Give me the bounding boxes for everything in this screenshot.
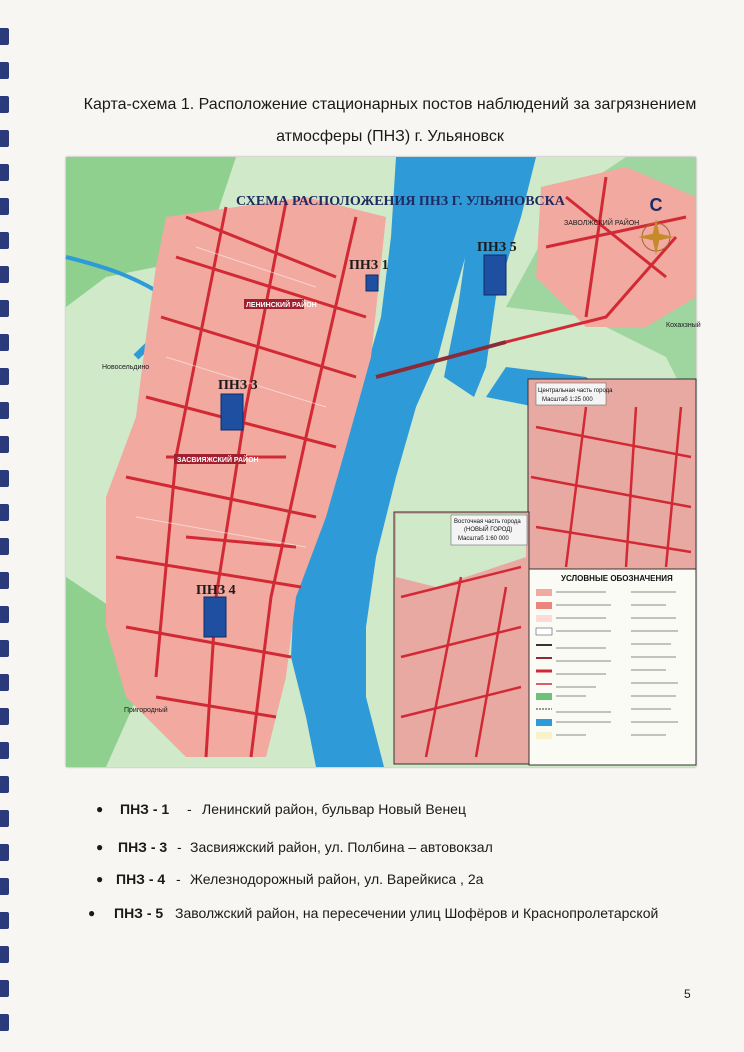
inset-title: Восточная часть города bbox=[454, 519, 521, 525]
legend-title: УСЛОВНЫЕ ОБОЗНАЧЕНИЯ bbox=[561, 574, 673, 583]
station-code: ПНЗ - 4 bbox=[116, 871, 166, 887]
list-item bbox=[96, 800, 696, 818]
post-label: ПНЗ 5 bbox=[477, 240, 517, 255]
bullet-icon: ● bbox=[96, 802, 104, 816]
station-description: Заволжский район, на пересечении улиц Шофёров и Краснопролетарской bbox=[175, 905, 659, 921]
post-label: ПНЗ 1 bbox=[349, 258, 389, 273]
list-item bbox=[96, 838, 696, 856]
place-label: Новосельдино bbox=[102, 364, 150, 371]
bullet-icon: ● bbox=[88, 906, 96, 920]
station-code: ПНЗ - 1 bbox=[120, 801, 170, 817]
inset-title: Центральная часть города bbox=[538, 388, 613, 394]
station-description: Железнодорожный район, ул. Варейкиса , 2а bbox=[190, 871, 484, 887]
list-item bbox=[96, 870, 696, 888]
post-label: ПНЗ 3 bbox=[218, 378, 258, 393]
city-map bbox=[66, 157, 701, 767]
place-label: Пригородный bbox=[124, 707, 168, 714]
district-label: ЛЕНИНСКИЙ РАЙОН bbox=[246, 302, 317, 309]
inset-scale: Масштаб 1:25 000 bbox=[542, 397, 593, 403]
page-number: 5 bbox=[684, 987, 691, 1001]
inset-scale: Масштаб 1:60 000 bbox=[458, 536, 509, 542]
post-label: ПНЗ 4 bbox=[196, 583, 236, 598]
figure-caption-line-2: атмосферы (ПНЗ) г. Ульяновск bbox=[276, 128, 504, 145]
bullet-icon: ● bbox=[96, 872, 104, 886]
inset-central-city bbox=[528, 379, 696, 569]
place-label: Кохахзный bbox=[666, 322, 701, 329]
station-description: Ленинский район, бульвар Новый Венец bbox=[202, 801, 466, 817]
compass-north-label: С bbox=[649, 195, 663, 215]
district-label: ЗАВОЛЖСКИЙ РАЙОН bbox=[564, 220, 640, 227]
station-separator: - bbox=[177, 839, 182, 855]
station-code: ПНЗ - 5 bbox=[114, 905, 164, 921]
station-code: ПНЗ - 3 bbox=[118, 839, 168, 855]
station-separator: - bbox=[187, 801, 192, 817]
district-label: ЗАСВИЯЖСКИЙ РАЙОН bbox=[177, 457, 259, 464]
station-description: Засвияжский район, ул. Полбина – автовокзал bbox=[190, 839, 493, 855]
inset-subtitle: (НОВЫЙ ГОРОД) bbox=[464, 527, 513, 533]
list-item bbox=[88, 904, 716, 922]
inset-east-city bbox=[394, 512, 529, 764]
station-separator: - bbox=[176, 871, 181, 887]
binder-rings bbox=[0, 0, 14, 1052]
bullet-icon: ● bbox=[96, 840, 104, 854]
map-legend bbox=[529, 569, 696, 765]
figure-caption-line-1: Карта-схема 1. Расположение стационарных постов наблюдений за загрязнением bbox=[83, 96, 697, 113]
map-title: СХЕМА РАСПОЛОЖЕНИЯ ПНЗ Г. УЛЬЯНОВСКА bbox=[236, 194, 565, 209]
